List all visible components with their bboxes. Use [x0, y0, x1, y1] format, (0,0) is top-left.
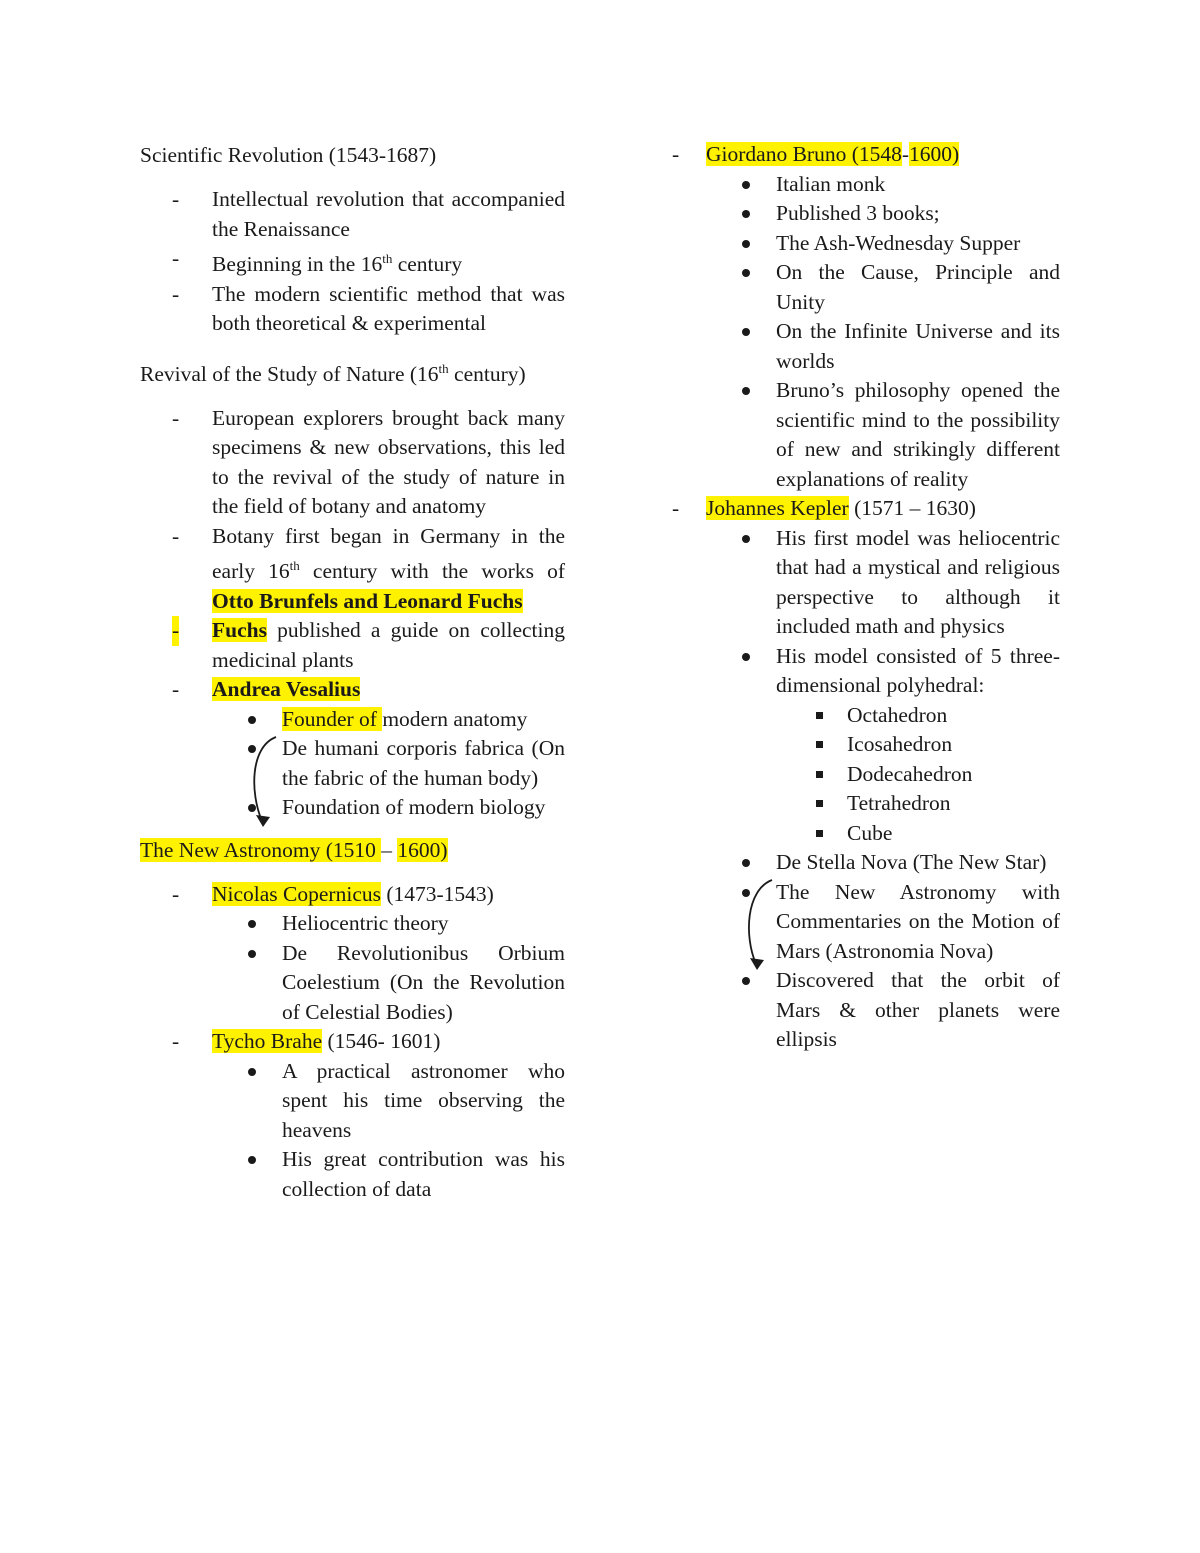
highlighted-name: Fuchs [212, 618, 267, 643]
bullet-icon [742, 269, 750, 277]
list-item: - Beginning in the 16th century [172, 246, 463, 277]
curved-arrow-icon [744, 876, 774, 976]
section-title-revival: Revival of the Study of Nature (16th century) [140, 360, 526, 386]
bullet-item: De Stella Nova (The New Star) [672, 848, 1060, 878]
bullet-item: The Ash-Wednesday Supper [672, 229, 1060, 259]
list-item: - Andrea Vesalius [172, 677, 361, 702]
bullet-item: Bruno’s philosophy opened the scientific mind to the possibility of new and strikingly different explanations of reality [672, 376, 1060, 494]
bullet-item: A practical astronomer who spent his time observing the heavens [140, 1057, 565, 1146]
bullet-item: Founder of modern anatomy [140, 705, 565, 735]
bullet-item: Foundation of modern biology [140, 793, 565, 823]
bullet-icon [742, 535, 750, 543]
bullet-icon [248, 1068, 256, 1076]
bullet-item: Published 3 books; [672, 199, 1060, 229]
square-bullet-icon [816, 771, 823, 778]
list-item: - The modern scientific method that was both theoretical & experimental [172, 281, 565, 336]
bullet-icon [742, 977, 750, 985]
highlighted-name: Tycho Brahe [212, 1029, 323, 1054]
bullet-icon [248, 920, 256, 928]
vesalius-bullets [140, 705, 565, 823]
square-bullet-icon [816, 741, 823, 748]
square-bullet-icon [816, 800, 823, 807]
sub-bullet-item: Octahedron [672, 701, 1060, 731]
list-item: - Fuchs published a guide on collecting medicinal plants [172, 618, 565, 672]
list-item: - Giordano Bruno (1548-1600) [672, 142, 960, 166]
bullet-item: Italian monk [672, 170, 1060, 200]
highlighted-name: Andrea Vesalius [212, 677, 361, 702]
list-item: - Nicolas Copernicus (1473-1543) [172, 881, 494, 906]
highlighted-names: Otto Brunfels and Leonard Fuchs [212, 588, 523, 613]
highlighted-name: Giordano Bruno (1548 [706, 142, 902, 166]
bullet-icon [248, 716, 256, 724]
kepler-arrow-group [672, 878, 1060, 1055]
bullet-icon [742, 181, 750, 189]
bullet-icon [742, 210, 750, 218]
sub-bullet-item: Tetrahedron [672, 789, 1060, 819]
bullet-item: His great contribution was his collection of data [140, 1145, 565, 1204]
bullet-item: His first model was heliocentric that had a mystical and religious perspective to although it included math and physics [672, 524, 1060, 642]
left-column [140, 140, 565, 1204]
bullet-item: Heliocentric theory [140, 909, 565, 939]
bullet-icon [742, 653, 750, 661]
bullet-item: De humani corporis fabrica (On the fabric of the human body) [140, 734, 565, 793]
bullet-icon [742, 240, 750, 248]
bullet-item: The New Astronomy with Commentaries on the Motion of Mars (Astronomia Nova) [672, 878, 1060, 967]
square-bullet-icon [816, 830, 823, 837]
bullet-icon [742, 859, 750, 867]
square-bullet-icon [816, 712, 823, 719]
list-item: - Intellectual revolution that accompanied the Renaissance [172, 187, 565, 241]
curved-arrow-icon [250, 733, 280, 833]
list-item: - Johannes Kepler (1571 – 1630) [672, 496, 976, 520]
highlighted-name: Nicolas Copernicus [212, 881, 381, 906]
right-column [672, 140, 1060, 1055]
bullet-item: On the Cause, Principle and Unity [672, 258, 1060, 317]
section-title-new-astronomy: The New Astronomy (1510 – 1600) [140, 837, 448, 862]
list-item: - Botany first began in Germany in the early 16th century with the works of Otto Brunfels and Leonard Fuchs [172, 523, 566, 613]
list-item: - European explorers brought back many specimens & new observations, this led to the revival of the study of nature in the field of botany and anatomy [172, 405, 565, 519]
bullet-item: Discovered that the orbit of Mars & other planets were ellipsis [672, 966, 1060, 1055]
bullet-item: De Revolutionibus Orbium Coelestium (On the Revolution of Celestial Bodies) [140, 939, 565, 1028]
bullet-item: On the Infinite Universe and its worlds [672, 317, 1060, 376]
sub-bullet-item: Dodecahedron [672, 760, 1060, 790]
bullet-icon [248, 950, 256, 958]
bullet-icon [248, 1156, 256, 1164]
bullet-icon [742, 387, 750, 395]
section-title-scientific-revolution: Scientific Revolution (1543-1687) [140, 143, 437, 167]
bullet-item: His model consisted of 5 three-dimensional polyhedral: [672, 642, 1060, 701]
list-item: - Tycho Brahe (1546- 1601) [172, 1029, 441, 1054]
sub-bullet-item: Cube [672, 819, 1060, 849]
bullet-icon [742, 328, 750, 336]
sub-bullet-item: Icosahedron [672, 730, 1060, 760]
highlighted-name: Johannes Kepler [706, 496, 849, 520]
